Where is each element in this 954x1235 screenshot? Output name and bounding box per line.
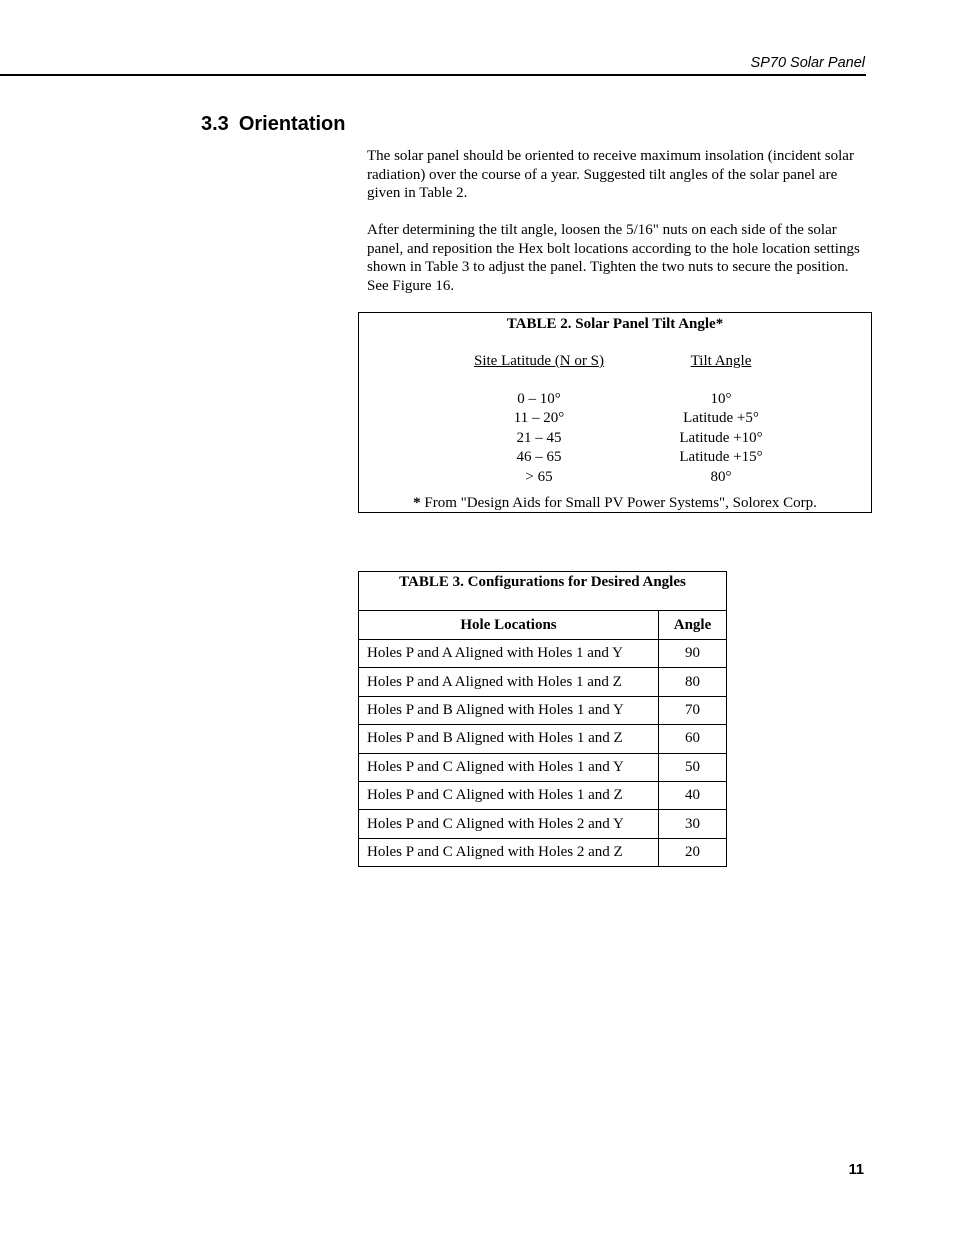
latitude-cell: > 65 — [525, 468, 553, 485]
config-table-title: TABLE 3. Configurations for Desired Angles — [359, 572, 727, 611]
tilt-cell: Latitude +5° — [683, 410, 759, 426]
angle-cell: 90 — [659, 640, 727, 668]
hole-location-cell: Holes P and A Aligned with Holes 1 and Y — [359, 640, 659, 668]
hole-location-cell: Holes P and C Aligned with Holes 1 and Y — [359, 753, 659, 781]
tilt-cell: 80° — [710, 468, 732, 485]
section-heading — [201, 113, 345, 136]
paragraph-insolation: The solar panel should be oriented to receive maximum insolation (incident solar radiation) over the course of a year. Suggested tilt angles of the solar panel are given in Table 2. — [367, 148, 854, 201]
angle-cell: 70 — [659, 696, 727, 724]
table-row — [359, 640, 727, 668]
angle-header: Angle — [659, 611, 727, 640]
angle-cell: 50 — [659, 753, 727, 781]
latitude-cell: 21 – 45 — [516, 429, 562, 446]
footnote-mark: * — [413, 495, 421, 511]
latitude-cell: 11 – 20° — [513, 410, 565, 426]
tilt-cell: Latitude +10° — [679, 429, 763, 446]
hole-config-table — [358, 571, 727, 867]
table-row — [359, 725, 727, 753]
angle-cell: 80 — [659, 668, 727, 696]
table-row — [359, 753, 727, 781]
latitude-cell: 46 – 65 — [516, 449, 562, 465]
tilt-angle-table — [358, 312, 872, 513]
latitude-cell: 0 – 10° — [517, 390, 561, 407]
tilt-column — [641, 352, 801, 487]
angle-cell: 60 — [659, 725, 727, 753]
tilt-table-footnote — [359, 495, 871, 512]
section-number: 3.3 — [201, 113, 229, 135]
angle-cell: 20 — [659, 838, 727, 866]
latitude-column — [459, 352, 619, 487]
paragraph-tilt-adjust: After determining the tilt angle, loosen the 5/16" nuts on each side of the solar panel, and reposition the Hex bolt locations according to the hole location settings shown in Table 3 to adjust the panel. Tighten the two nuts to secure the position. See Figure 16. — [367, 222, 860, 294]
table-row — [359, 810, 727, 838]
hole-location-cell: Holes P and B Aligned with Holes 1 and Y — [359, 696, 659, 724]
hole-location-cell: Holes P and C Aligned with Holes 1 and Z — [359, 781, 659, 809]
section-title: Orientation — [238, 113, 346, 135]
hole-location-cell: Holes P and C Aligned with Holes 2 and Y — [359, 810, 659, 838]
latitude-column-header: Site Latitude (N or S) — [474, 353, 604, 369]
tilt-column-header: Tilt Angle — [690, 353, 752, 369]
table-row — [359, 838, 727, 866]
angle-cell: 30 — [659, 810, 727, 838]
header-rule — [0, 74, 866, 76]
page-number: 11 — [848, 1162, 864, 1178]
hole-location-cell: Holes P and A Aligned with Holes 1 and Z — [359, 668, 659, 696]
tilt-cell: Latitude +15° — [679, 449, 763, 465]
tilt-cell: 10° — [710, 390, 732, 407]
hole-location-cell: Holes P and C Aligned with Holes 2 and Z — [359, 838, 659, 866]
hole-locations-header: Hole Locations — [359, 611, 659, 640]
footnote-text: From "Design Aids for Small PV Power Systems", Solorex Corp. — [420, 495, 817, 511]
hole-location-cell: Holes P and B Aligned with Holes 1 and Z — [359, 725, 659, 753]
table-row — [359, 668, 727, 696]
table-row — [359, 781, 727, 809]
angle-cell: 40 — [659, 781, 727, 809]
table-row — [359, 696, 727, 724]
tilt-table-title: TABLE 2. Solar Panel Tilt Angle* — [506, 316, 724, 332]
running-header: SP70 Solar Panel — [750, 55, 865, 71]
